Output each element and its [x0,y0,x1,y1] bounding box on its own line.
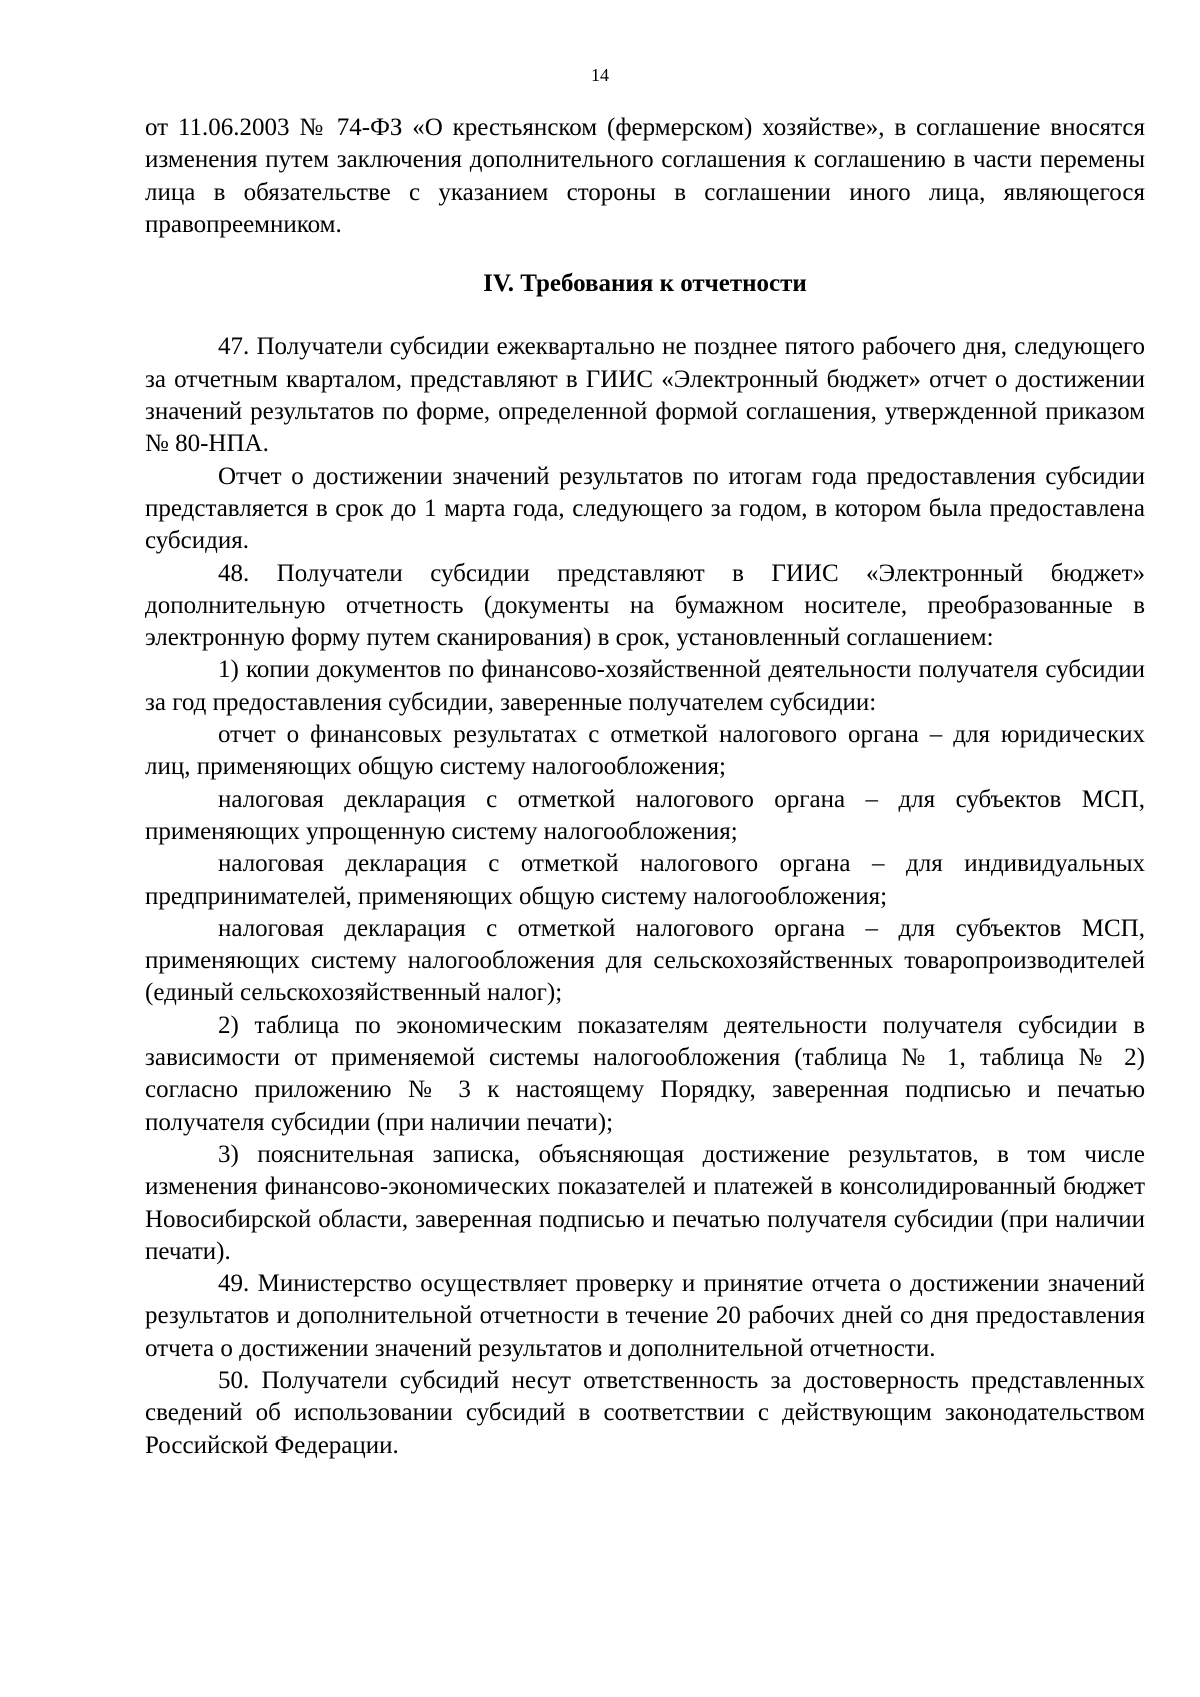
paragraph-48-item-2: 2) таблица по экономическим показателям деятельности получателя субсидии в зависимости от применяемой системы налогообложения (таблица № 1, таблица № 2) согласно приложению № 3 к настоящему Порядку, заверенная подписью и печатью получателя субсидии (при наличии печати); [145,1011,1145,1136]
page-number: 14 [591,65,609,85]
continuation-paragraph: от 11.06.2003 № 74-ФЗ «О крестьянском (фермерском) хозяйстве», в соглашение вносятся изменения путем заключения дополнительного соглашения к соглашению в части перемены лица в обязательстве с указанием стороны в соглашении иного лица, являющегося правопреемником. [145,114,1145,238]
paragraph-48-item-1-a: отчет о финансовых результатах с отметкой налогового органа – для юридических лиц, применяющих общую систему налогообложения; [145,721,1145,781]
paragraph-48-item-1: 1) копии документов по финансово-хозяйственной деятельности получателя субсидии за год предоставления субсидии, заверенные получателем субсидии: [145,656,1145,716]
paragraph-47: 47. Получатели субсидии ежеквартально не позднее пятого рабочего дня, следующего за отчетным кварталом, представляют в ГИИС «Электронный бюджет» отчет о достижении значений результатов по форме, определенной формой соглашения, утвержденной приказом № 80-НПА. [145,333,1145,458]
paragraph-47-annual-report: Отчет о достижении значений результатов по итогам года предоставления субсидии представляется в срок до 1 марта года, следующего за годом, в котором была предоставлена субсидия. [145,462,1145,555]
paragraph-48-item-1-c: налоговая декларация с отметкой налогового органа – для индивидуальных предпринимателей, применяющих общую систему налогообложения; [145,850,1145,910]
document-body [145,112,1145,1462]
paragraph-48: 48. Получатели субсидии представляют в ГИИС «Электронный бюджет» дополнительную отчетность (документы на бумажном носителе, преобразованные в электронную форму путем сканирования) в срок, установленный соглашением: [145,559,1145,652]
paragraph-49: 49. Министерство осуществляет проверку и принятие отчета о достижении значений результатов и дополнительной отчетности в течение 20 рабочих дней со дня предоставления отчета о достижении значений результатов и дополнительной отчетности. [145,1270,1145,1362]
paragraph-48-item-1-d: налоговая декларация с отметкой налогового органа – для субъектов МСП, применяющих систему налогообложения для сельскохозяйственных товаропроизводителей (единый сельскохозяйственный налог); [145,914,1145,1007]
paragraph-48-item-1-b: налоговая декларация с отметкой налогового органа – для субъектов МСП, применяющих упрощенную систему налогообложения; [145,785,1145,845]
paragraph-48-item-3: 3) пояснительная записка, объясняющая достижение результатов, в том числе изменения финансово-экономических показателей и платежей в консолидированный бюджет Новосибирской области, заверенная подписью и печатью получателя субсидии (при наличии печати). [145,1140,1145,1265]
paragraph-50: 50. Получатели субсидий несут ответственность за достоверность представленных сведений об использовании субсидий в соответствии с действующим законодательством Российской Федерации. [145,1366,1145,1459]
section-title: IV. Требования к отчетности [483,270,807,298]
